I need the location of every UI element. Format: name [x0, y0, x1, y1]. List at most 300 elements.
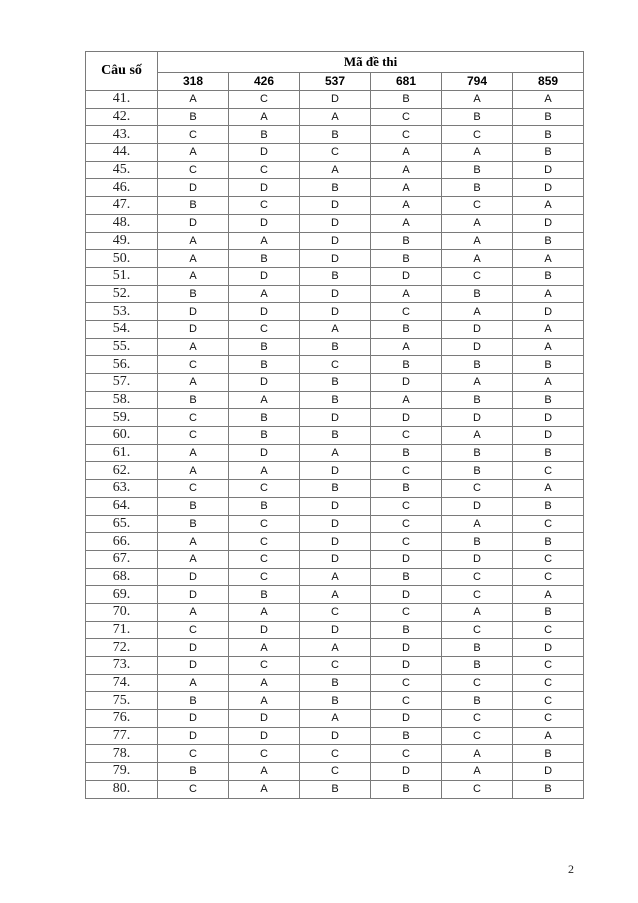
- answer-cell: D: [300, 533, 371, 551]
- answer-cell: B: [442, 285, 513, 303]
- answer-cell: C: [371, 674, 442, 692]
- answer-cell: C: [371, 462, 442, 480]
- answer-rows: [86, 91, 584, 799]
- table-row: [86, 763, 584, 781]
- answer-cell: B: [442, 108, 513, 126]
- question-number: 49.: [86, 232, 158, 250]
- answer-cell: A: [371, 391, 442, 409]
- answer-cell: D: [300, 550, 371, 568]
- table-row: [86, 621, 584, 639]
- answer-cell: A: [442, 763, 513, 781]
- answer-cell: A: [513, 320, 584, 338]
- question-number: 60.: [86, 427, 158, 445]
- answer-cell: D: [371, 267, 442, 285]
- question-number: 67.: [86, 550, 158, 568]
- exam-code-header: Mã đề thi: [158, 52, 584, 73]
- answer-cell: D: [158, 303, 229, 321]
- table-row: [86, 515, 584, 533]
- question-number: 71.: [86, 621, 158, 639]
- answer-cell: C: [442, 197, 513, 215]
- answer-cell: D: [158, 710, 229, 728]
- table-row: [86, 444, 584, 462]
- answer-cell: C: [300, 144, 371, 162]
- answer-cell: A: [229, 391, 300, 409]
- table-row: [86, 91, 584, 109]
- table-row: [86, 462, 584, 480]
- answer-cell: D: [371, 586, 442, 604]
- answer-cell: C: [513, 674, 584, 692]
- answer-cell: C: [158, 356, 229, 374]
- answer-cell: A: [229, 232, 300, 250]
- answer-cell: B: [513, 267, 584, 285]
- answer-cell: B: [158, 515, 229, 533]
- answer-cell: D: [442, 409, 513, 427]
- answer-cell: C: [229, 745, 300, 763]
- answer-cell: D: [371, 639, 442, 657]
- answer-cell: D: [513, 409, 584, 427]
- answer-cell: B: [300, 780, 371, 798]
- answer-cell: B: [300, 338, 371, 356]
- answer-cell: C: [371, 427, 442, 445]
- table-row: [86, 374, 584, 392]
- answer-cell: A: [442, 144, 513, 162]
- question-number: 66.: [86, 533, 158, 551]
- question-number: 52.: [86, 285, 158, 303]
- question-number: 80.: [86, 780, 158, 798]
- answer-cell: A: [513, 586, 584, 604]
- answer-cell: C: [229, 91, 300, 109]
- answer-cell: B: [442, 356, 513, 374]
- table-row: [86, 338, 584, 356]
- answer-cell: B: [229, 409, 300, 427]
- answer-cell: B: [229, 497, 300, 515]
- answer-cell: A: [158, 550, 229, 568]
- answer-cell: D: [300, 409, 371, 427]
- answer-cell: C: [158, 161, 229, 179]
- answer-cell: D: [229, 374, 300, 392]
- table-row: [86, 780, 584, 798]
- answer-cell: D: [229, 179, 300, 197]
- question-number: 56.: [86, 356, 158, 374]
- answer-cell: A: [300, 710, 371, 728]
- table-row: [86, 409, 584, 427]
- answer-cell: D: [513, 303, 584, 321]
- answer-cell: B: [158, 763, 229, 781]
- answer-cell: C: [229, 550, 300, 568]
- answer-cell: A: [442, 250, 513, 268]
- answer-cell: C: [442, 126, 513, 144]
- table-row: [86, 161, 584, 179]
- answer-cell: B: [229, 356, 300, 374]
- answer-cell: C: [371, 108, 442, 126]
- question-number: 53.: [86, 303, 158, 321]
- answer-cell: B: [229, 250, 300, 268]
- answer-cell: A: [442, 232, 513, 250]
- answer-cell: A: [300, 639, 371, 657]
- answer-cell: A: [513, 285, 584, 303]
- question-number: 45.: [86, 161, 158, 179]
- answer-cell: A: [371, 144, 442, 162]
- answer-cell: A: [229, 603, 300, 621]
- question-number: 47.: [86, 197, 158, 215]
- answer-cell: D: [300, 197, 371, 215]
- exam-code-859: 859: [513, 72, 584, 90]
- answer-cell: B: [442, 533, 513, 551]
- answer-cell: D: [300, 91, 371, 109]
- table-row: [86, 267, 584, 285]
- answer-cell: B: [442, 692, 513, 710]
- answer-cell: A: [300, 586, 371, 604]
- answer-cell: C: [158, 480, 229, 498]
- answer-cell: B: [300, 267, 371, 285]
- answer-cell: A: [158, 267, 229, 285]
- answer-cell: C: [371, 303, 442, 321]
- answer-cell: B: [371, 568, 442, 586]
- answer-cell: A: [300, 108, 371, 126]
- table-row: [86, 356, 584, 374]
- answer-cell: C: [229, 568, 300, 586]
- answer-cell: C: [513, 550, 584, 568]
- answer-cell: C: [158, 780, 229, 798]
- question-number: 65.: [86, 515, 158, 533]
- answer-cell: D: [300, 497, 371, 515]
- answer-cell: C: [300, 745, 371, 763]
- table-row: [86, 303, 584, 321]
- answer-cell: A: [229, 692, 300, 710]
- answer-cell: A: [300, 161, 371, 179]
- answer-cell: A: [158, 674, 229, 692]
- answer-cell: A: [371, 338, 442, 356]
- answer-cell: C: [442, 586, 513, 604]
- answer-cell: D: [442, 338, 513, 356]
- answer-cell: C: [442, 480, 513, 498]
- answer-cell: B: [371, 480, 442, 498]
- answer-cell: D: [300, 214, 371, 232]
- answer-cell: B: [371, 232, 442, 250]
- table-row: [86, 126, 584, 144]
- question-number: 69.: [86, 586, 158, 604]
- answer-cell: D: [513, 763, 584, 781]
- table-row: [86, 692, 584, 710]
- answer-cell: A: [513, 727, 584, 745]
- answer-cell: A: [229, 108, 300, 126]
- exam-code-318: 318: [158, 72, 229, 90]
- question-number: 59.: [86, 409, 158, 427]
- answer-cell: D: [229, 214, 300, 232]
- table-row: [86, 144, 584, 162]
- answer-cell: B: [371, 91, 442, 109]
- answer-cell: A: [371, 214, 442, 232]
- table-row: [86, 586, 584, 604]
- answer-cell: D: [229, 303, 300, 321]
- table-row: [86, 497, 584, 515]
- question-number: 68.: [86, 568, 158, 586]
- answer-cell: A: [300, 320, 371, 338]
- answer-cell: A: [158, 374, 229, 392]
- header-row-codes: [86, 72, 584, 90]
- answer-cell: C: [158, 621, 229, 639]
- answer-cell: C: [513, 568, 584, 586]
- table-row: [86, 568, 584, 586]
- answer-cell: B: [371, 621, 442, 639]
- answer-cell: B: [158, 692, 229, 710]
- answer-cell: B: [300, 179, 371, 197]
- answer-cell: A: [158, 533, 229, 551]
- answer-cell: C: [229, 320, 300, 338]
- answer-cell: D: [371, 710, 442, 728]
- answer-cell: D: [229, 144, 300, 162]
- table-row: [86, 480, 584, 498]
- answer-cell: D: [158, 320, 229, 338]
- answer-cell: C: [300, 356, 371, 374]
- answer-cell: A: [442, 745, 513, 763]
- answer-cell: D: [158, 214, 229, 232]
- answer-cell: A: [442, 603, 513, 621]
- table-row: [86, 533, 584, 551]
- answer-cell: C: [371, 533, 442, 551]
- answer-cell: D: [513, 639, 584, 657]
- question-number: 63.: [86, 480, 158, 498]
- answer-cell: D: [442, 497, 513, 515]
- answer-cell: C: [442, 267, 513, 285]
- answer-cell: B: [300, 427, 371, 445]
- answer-cell: B: [229, 427, 300, 445]
- header-row-1: [86, 52, 584, 73]
- answer-cell: B: [229, 338, 300, 356]
- answer-cell: C: [158, 427, 229, 445]
- question-number: 73.: [86, 657, 158, 675]
- answer-key-table: [85, 51, 584, 799]
- answer-cell: A: [442, 303, 513, 321]
- answer-cell: A: [371, 285, 442, 303]
- question-number: 76.: [86, 710, 158, 728]
- exam-code-681: 681: [371, 72, 442, 90]
- answer-cell: A: [371, 197, 442, 215]
- answer-cell: D: [300, 250, 371, 268]
- table-row: [86, 250, 584, 268]
- answer-cell: C: [513, 621, 584, 639]
- table-row: [86, 639, 584, 657]
- answer-cell: C: [371, 126, 442, 144]
- answer-cell: C: [371, 497, 442, 515]
- answer-cell: B: [442, 657, 513, 675]
- answer-cell: D: [158, 657, 229, 675]
- answer-cell: A: [158, 91, 229, 109]
- question-number: 62.: [86, 462, 158, 480]
- answer-cell: A: [513, 91, 584, 109]
- answer-cell: D: [229, 444, 300, 462]
- table-row: [86, 427, 584, 445]
- answer-cell: B: [442, 444, 513, 462]
- question-number: 77.: [86, 727, 158, 745]
- answer-cell: B: [442, 179, 513, 197]
- answer-cell: D: [158, 179, 229, 197]
- answer-cell: C: [513, 462, 584, 480]
- answer-cell: B: [513, 232, 584, 250]
- answer-cell: C: [442, 727, 513, 745]
- answer-cell: D: [158, 568, 229, 586]
- exam-code-537: 537: [300, 72, 371, 90]
- answer-cell: B: [158, 285, 229, 303]
- answer-cell: B: [513, 356, 584, 374]
- answer-cell: D: [229, 621, 300, 639]
- answer-cell: C: [442, 710, 513, 728]
- answer-cell: D: [513, 427, 584, 445]
- answer-cell: D: [158, 727, 229, 745]
- answer-cell: A: [513, 480, 584, 498]
- answer-cell: A: [513, 374, 584, 392]
- answer-cell: A: [229, 639, 300, 657]
- answer-cell: A: [229, 285, 300, 303]
- answer-cell: C: [371, 745, 442, 763]
- table-row: [86, 550, 584, 568]
- answer-cell: A: [158, 462, 229, 480]
- answer-cell: C: [300, 763, 371, 781]
- answer-cell: B: [442, 639, 513, 657]
- answer-cell: B: [371, 780, 442, 798]
- answer-cell: B: [371, 250, 442, 268]
- answer-cell: A: [442, 427, 513, 445]
- answer-cell: A: [158, 444, 229, 462]
- answer-cell: C: [371, 692, 442, 710]
- answer-cell: B: [371, 727, 442, 745]
- table-row: [86, 674, 584, 692]
- answer-cell: B: [371, 320, 442, 338]
- answer-cell: B: [300, 480, 371, 498]
- answer-cell: B: [300, 126, 371, 144]
- answer-cell: D: [300, 727, 371, 745]
- question-number: 55.: [86, 338, 158, 356]
- answer-cell: A: [158, 338, 229, 356]
- answer-cell: A: [229, 780, 300, 798]
- answer-cell: B: [158, 391, 229, 409]
- answer-cell: B: [229, 126, 300, 144]
- answer-cell: B: [300, 391, 371, 409]
- answer-cell: C: [442, 621, 513, 639]
- table-row: [86, 108, 584, 126]
- question-number: 41.: [86, 91, 158, 109]
- table-row: [86, 603, 584, 621]
- answer-cell: C: [158, 409, 229, 427]
- answer-cell: D: [442, 320, 513, 338]
- answer-cell: B: [158, 197, 229, 215]
- answer-cell: C: [442, 780, 513, 798]
- answer-cell: B: [513, 603, 584, 621]
- answer-cell: D: [300, 462, 371, 480]
- answer-cell: B: [300, 674, 371, 692]
- question-number: 70.: [86, 603, 158, 621]
- answer-cell: A: [442, 91, 513, 109]
- answer-cell: B: [513, 126, 584, 144]
- answer-cell: D: [513, 214, 584, 232]
- question-number: 64.: [86, 497, 158, 515]
- table-row: [86, 745, 584, 763]
- answer-cell: A: [158, 144, 229, 162]
- question-number: 58.: [86, 391, 158, 409]
- answer-cell: C: [513, 710, 584, 728]
- question-number: 51.: [86, 267, 158, 285]
- answer-cell: B: [513, 533, 584, 551]
- question-number: 57.: [86, 374, 158, 392]
- answer-cell: D: [229, 267, 300, 285]
- answer-cell: A: [300, 568, 371, 586]
- question-number: 54.: [86, 320, 158, 338]
- answer-cell: A: [300, 444, 371, 462]
- answer-cell: C: [229, 161, 300, 179]
- answer-cell: D: [371, 374, 442, 392]
- answer-cell: B: [442, 462, 513, 480]
- exam-code-794: 794: [442, 72, 513, 90]
- answer-cell: B: [442, 161, 513, 179]
- answer-cell: D: [158, 586, 229, 604]
- answer-cell: B: [371, 356, 442, 374]
- question-number-header: Câu số: [86, 52, 158, 91]
- answer-cell: D: [371, 550, 442, 568]
- answer-cell: C: [300, 603, 371, 621]
- answer-cell: C: [229, 533, 300, 551]
- answer-cell: C: [158, 126, 229, 144]
- answer-cell: C: [158, 745, 229, 763]
- answer-cell: B: [158, 108, 229, 126]
- answer-cell: D: [371, 657, 442, 675]
- answer-cell: A: [513, 197, 584, 215]
- answer-cell: C: [371, 515, 442, 533]
- question-number: 46.: [86, 179, 158, 197]
- answer-cell: A: [513, 250, 584, 268]
- answer-cell: A: [442, 214, 513, 232]
- answer-cell: C: [229, 515, 300, 533]
- question-number: 72.: [86, 639, 158, 657]
- answer-cell: D: [300, 232, 371, 250]
- answer-cell: A: [158, 250, 229, 268]
- question-number: 75.: [86, 692, 158, 710]
- question-number: 50.: [86, 250, 158, 268]
- answer-cell: A: [371, 161, 442, 179]
- answer-cell: C: [371, 603, 442, 621]
- answer-cell: A: [442, 515, 513, 533]
- table-row: [86, 197, 584, 215]
- answer-cell: D: [229, 710, 300, 728]
- question-number: 61.: [86, 444, 158, 462]
- answer-cell: A: [158, 603, 229, 621]
- table-row: [86, 232, 584, 250]
- table-row: [86, 657, 584, 675]
- answer-cell: A: [442, 374, 513, 392]
- answer-cell: C: [442, 568, 513, 586]
- question-number: 74.: [86, 674, 158, 692]
- answer-cell: B: [513, 391, 584, 409]
- answer-cell: B: [229, 586, 300, 604]
- answer-cell: C: [300, 657, 371, 675]
- answer-cell: C: [229, 480, 300, 498]
- answer-cell: C: [513, 657, 584, 675]
- page-number: 2: [568, 862, 574, 876]
- answer-cell: C: [229, 657, 300, 675]
- exam-code-426: 426: [229, 72, 300, 90]
- answer-cell: B: [158, 497, 229, 515]
- answer-cell: D: [300, 303, 371, 321]
- answer-cell: B: [442, 391, 513, 409]
- answer-cell: B: [513, 108, 584, 126]
- table-row: [86, 391, 584, 409]
- answer-cell: B: [513, 144, 584, 162]
- answer-cell: B: [513, 745, 584, 763]
- question-number: 42.: [86, 108, 158, 126]
- answer-cell: D: [300, 621, 371, 639]
- question-number: 78.: [86, 745, 158, 763]
- answer-cell: D: [229, 727, 300, 745]
- answer-cell: A: [229, 462, 300, 480]
